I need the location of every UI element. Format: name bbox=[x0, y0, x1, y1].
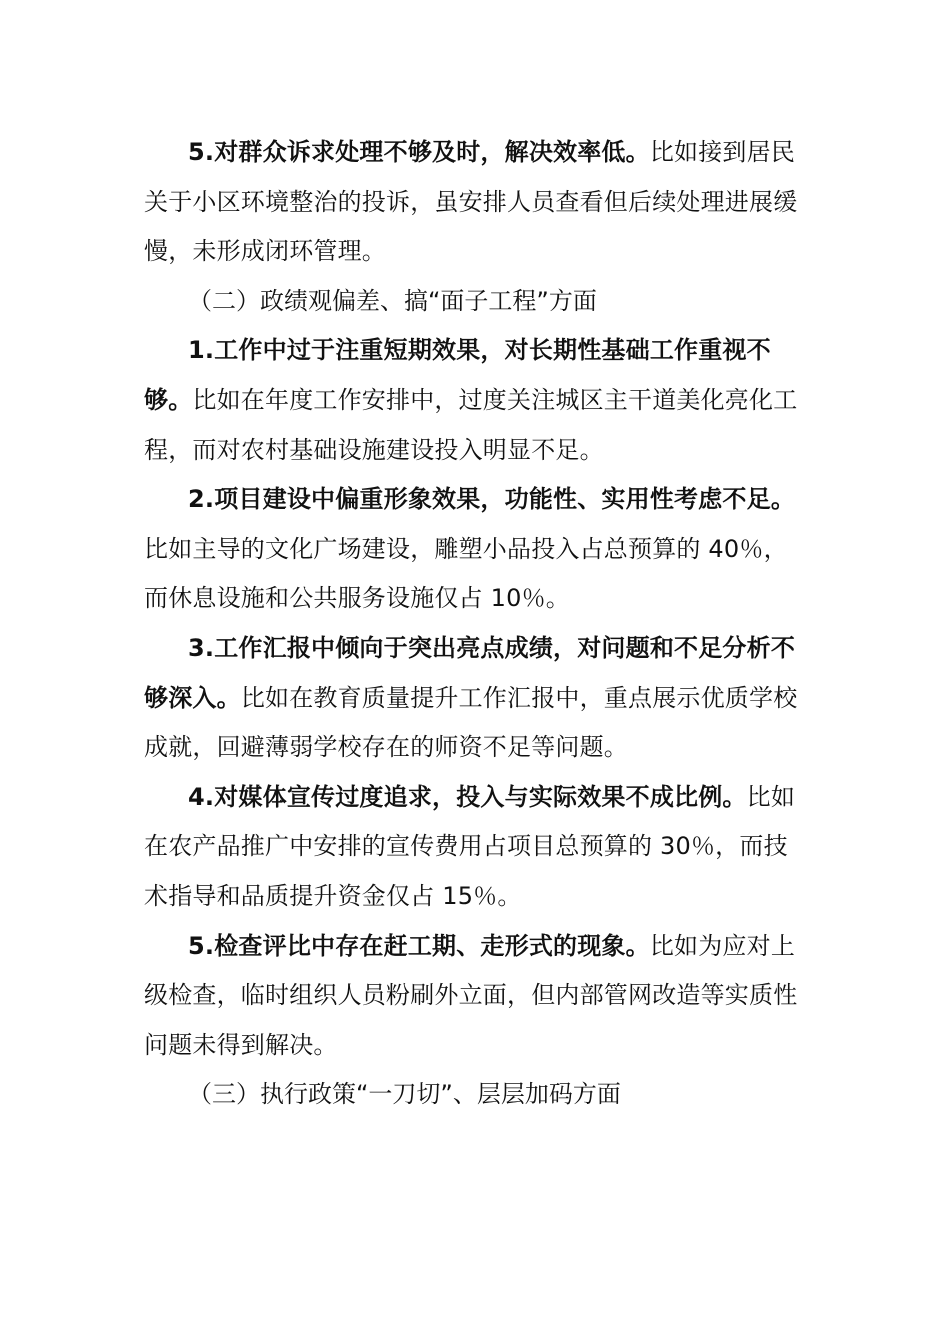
item-lead: 3.工作汇报中倾向于突出亮点成绩，对问题和不足分析不够深入。 bbox=[144, 633, 796, 712]
item-paragraph bbox=[144, 922, 809, 1071]
document-body bbox=[144, 128, 809, 1120]
section-heading: （三）执行政策“一刀切”、层层加码方面 bbox=[188, 1080, 621, 1109]
item-paragraph bbox=[144, 128, 809, 277]
item-lead: 1.工作中过于注重短期效果，对长期性基础工作重视不够。 bbox=[144, 336, 771, 414]
item-paragraph bbox=[144, 475, 809, 624]
section-heading: （二）政绩观偏差、搞“面子工程”方面 bbox=[188, 286, 597, 315]
item-lead: 4.对媒体宣传过度追求，投入与实际效果不成比例。 bbox=[188, 782, 747, 811]
item-lead: 5.对群众诉求处理不够及时，解决效率低。 bbox=[188, 138, 650, 166]
item-paragraph bbox=[144, 773, 809, 922]
item-body: 比如在教育质量提升工作汇报中，重点展示优质学校成就，回避薄弱学校存在的师资不足等问题。 bbox=[144, 683, 798, 762]
item-body: 比如接到居民关于小区环境整治的投诉，虽安排人员查看但后续处理进展缓慢，未形成闭环管理。 bbox=[144, 138, 798, 266]
item-body: 比如为应对上级检查，临时组织人员粉刷外立面，但内部管网改造等实质性问题未得到解决。 bbox=[144, 931, 798, 1059]
item-body: 比如在农产品推广中安排的宣传费用占项目总预算的 30％，而技术指导和品质提升资金仅占 15％。 bbox=[144, 782, 796, 910]
item-body: 比如在年度工作安排中，过度关注城区主干道美化亮化工程，而对农村基础设施建设投入明显不足。 bbox=[144, 385, 798, 464]
item-paragraph bbox=[144, 624, 809, 773]
item-paragraph bbox=[144, 326, 809, 475]
item-body: 比如主导的文化广场建设，雕塑小品投入占总预算的 40％，而休息设施和公共服务设施仅占 10％。 bbox=[144, 534, 788, 613]
item-lead: 2.项目建设中偏重形象效果，功能性、实用性考虑不足。 bbox=[188, 485, 796, 514]
item-lead: 5.检查评比中存在赶工期、走形式的现象。 bbox=[188, 931, 650, 960]
